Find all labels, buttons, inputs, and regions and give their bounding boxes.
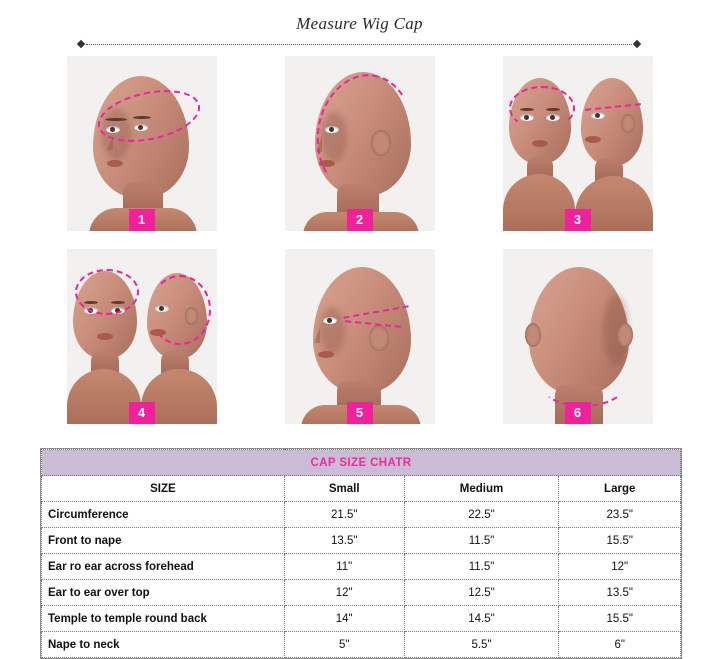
- step-badge-2: 2: [347, 209, 373, 231]
- cell-large: 12": [559, 554, 681, 580]
- cell-medium: 11.5": [404, 554, 559, 580]
- row-label: Circumference: [42, 502, 285, 528]
- cell-large: 6": [559, 632, 681, 658]
- step-photo-5: [285, 249, 435, 424]
- mannequin-illustration-3: [503, 56, 653, 231]
- cell-small: 11": [284, 554, 404, 580]
- title-divider: [78, 40, 640, 50]
- header-medium: Medium: [404, 476, 559, 502]
- lips-shape: [107, 160, 123, 167]
- header-size: SIZE: [42, 476, 285, 502]
- ear-left: [525, 323, 541, 347]
- step-photo-3: [503, 56, 653, 231]
- front-to-nape-guide: [308, 68, 420, 202]
- measurement-photo-grid: [0, 56, 719, 442]
- ear-shape: [621, 114, 635, 133]
- cell-small: 5": [284, 632, 404, 658]
- table-caption: CAP SIZE CHATR: [42, 450, 681, 476]
- table-row: [42, 580, 681, 606]
- ear-shape: [369, 325, 389, 351]
- step-photo-4: [67, 249, 217, 424]
- cell-medium: 5.5": [404, 632, 559, 658]
- mannequin-illustration-5: [285, 249, 435, 424]
- eye-profile: [591, 112, 605, 119]
- cell-large: 13.5": [559, 580, 681, 606]
- photo-row-1: [0, 56, 719, 231]
- row-label: Ear to ear over top: [42, 580, 285, 606]
- table-row: [42, 528, 681, 554]
- step-badge-5: 5: [347, 402, 373, 424]
- cell-small: 12": [284, 580, 404, 606]
- cap-size-table: [41, 449, 681, 658]
- table-row: [42, 632, 681, 658]
- mannequin-illustration-2: [285, 56, 435, 231]
- ear-right: [617, 323, 633, 347]
- cell-large: 15.5": [559, 528, 681, 554]
- cell-small: 14": [284, 606, 404, 632]
- lips-shape: [585, 136, 601, 143]
- over-top-guide-front: [75, 269, 139, 315]
- mannequin-illustration-6: [503, 249, 653, 424]
- step-badge-3: 3: [565, 209, 591, 231]
- step-photo-1: [67, 56, 217, 231]
- table-header-row: [42, 476, 681, 502]
- step-badge-6: 6: [565, 402, 591, 424]
- row-label: Front to nape: [42, 528, 285, 554]
- table-row: [42, 554, 681, 580]
- row-label: Temple to temple round back: [42, 606, 285, 632]
- lips-shape: [532, 140, 548, 147]
- over-top-guide-side: [149, 275, 211, 345]
- cell-small: 21.5": [284, 502, 404, 528]
- cell-small: 13.5": [284, 528, 404, 554]
- eye-profile: [323, 317, 337, 324]
- cell-medium: 14.5": [404, 606, 559, 632]
- header-small: Small: [284, 476, 404, 502]
- mannequin-illustration-4: [67, 249, 217, 424]
- cell-large: 15.5": [559, 606, 681, 632]
- cell-medium: 12.5": [404, 580, 559, 606]
- photo-row-2: [0, 249, 719, 424]
- table-row: [42, 502, 681, 528]
- page-title: Measure Wig Cap: [296, 14, 423, 33]
- nose-shape: [314, 327, 320, 343]
- divider-end-diamond-right: [633, 40, 641, 48]
- row-label: Ear ro ear across forehead: [42, 554, 285, 580]
- step-badge-4: 4: [129, 402, 155, 424]
- lips-shape: [97, 333, 113, 340]
- row-label: Nape to neck: [42, 632, 285, 658]
- divider-end-diamond-left: [77, 40, 85, 48]
- cell-large: 23.5": [559, 502, 681, 528]
- divider-dotted-line: [86, 44, 632, 45]
- cheek-shadow: [319, 307, 345, 355]
- step-badge-1: 1: [129, 209, 155, 231]
- table-title-row: [42, 450, 681, 476]
- step-photo-2: [285, 56, 435, 231]
- cell-medium: 22.5": [404, 502, 559, 528]
- cell-medium: 11.5": [404, 528, 559, 554]
- header-large: Large: [559, 476, 681, 502]
- step-photo-6: [503, 249, 653, 424]
- table-row: [42, 606, 681, 632]
- cap-size-chart: [40, 448, 682, 659]
- lips-shape: [318, 351, 334, 358]
- nape-to-neck-guide: [539, 359, 627, 407]
- forehead-guide-front: [509, 86, 575, 130]
- mannequin-illustration-1: [67, 56, 217, 231]
